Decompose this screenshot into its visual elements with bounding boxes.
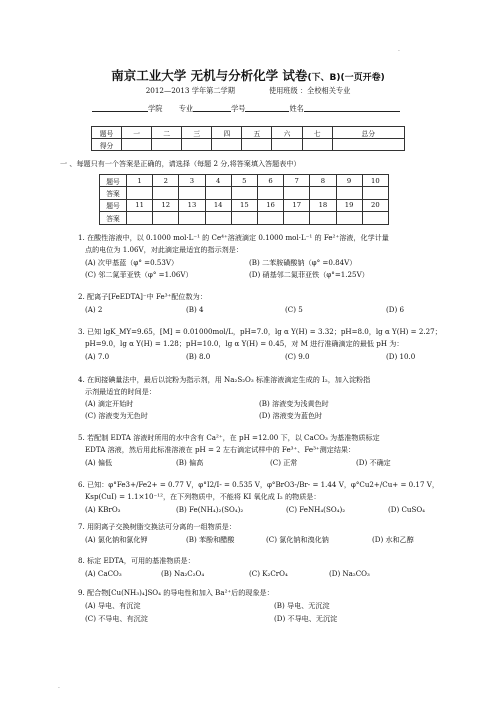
question-5-stem-cont: EDTA 溶液，然后用此标准溶液在 pH = 2 左右滴定试样中的 Fe³⁺、Fe³⁺测定结果： <box>85 445 356 454</box>
question-4-option-a[interactable]: (A) 滴定开始时 <box>85 399 134 408</box>
question-2-stem: 2. 配离子[FeEDTA]⁻中 Fe³⁺配位数为： <box>78 292 207 301</box>
question-number: 10 <box>362 175 388 187</box>
question-4-option-c[interactable]: (C) 溶液变为无色时 <box>85 411 148 420</box>
answer-cell[interactable] <box>153 212 179 224</box>
question-number: 13 <box>179 199 205 211</box>
question-3-option-a[interactable]: (A) 7.0 <box>85 352 110 361</box>
question-number: 4 <box>205 175 231 187</box>
class-label: 使用班级 ：全校相关专业 <box>268 86 351 95</box>
answer-cell[interactable] <box>257 212 283 224</box>
scan-dot: . <box>58 683 60 690</box>
scan-dot: . <box>398 46 400 53</box>
question-3-stem: 3. 已知 lgK_MY=9.65，[M] = 0.01000mol/L，pH=7.0，lg α Y(H) = 3.32；pH=8.0，lg α Y(H) = 2.27； <box>78 327 442 336</box>
question-number: 19 <box>336 199 362 211</box>
answer-row-label: 答案 <box>100 212 127 224</box>
score-cell[interactable] <box>182 139 212 151</box>
score-header-cell: 七 <box>302 127 332 139</box>
score-cell[interactable] <box>302 139 332 151</box>
question-9-stem: 9. 配合物[Cu(NH₃)₄]SO₄ 的导电性和加入 Ba²⁺后的现象是： <box>78 588 274 597</box>
answer-cell[interactable] <box>179 212 205 224</box>
question-3-option-b[interactable]: (B) 8.0 <box>186 352 211 361</box>
question-number: 17 <box>284 199 310 211</box>
question-1-option-c[interactable]: (C) 邻二氮菲亚铁（φ° =1.06V） <box>85 270 193 279</box>
question-6-option-d[interactable]: (D) CuSO₄ <box>388 505 425 514</box>
question-2-option-c[interactable]: (C) 5 <box>285 305 303 314</box>
answer-cell[interactable] <box>127 212 153 224</box>
question-4-option-b[interactable]: (B) 溶液变为浅黄色时 <box>259 399 329 408</box>
question-9-option-d[interactable]: (D) 不导电、无沉淀 <box>274 614 338 623</box>
exam-subtitle <box>0 86 496 96</box>
question-2-option-d[interactable]: (D) 6 <box>386 305 404 314</box>
name-blank[interactable] <box>304 103 400 112</box>
score-header-row <box>92 127 405 139</box>
student-no-blank[interactable] <box>245 103 289 112</box>
score-cell[interactable] <box>212 139 242 151</box>
question-6-option-c[interactable]: (C) FeNH₄(SO₄)₂ <box>286 505 346 514</box>
college-blank[interactable] <box>92 103 148 112</box>
answer-cell[interactable] <box>310 187 336 199</box>
question-number: 7 <box>284 175 310 187</box>
question-3-option-c[interactable]: (C) 9.0 <box>285 352 310 361</box>
question-number: 9 <box>336 175 362 187</box>
student-no-label: 学号 <box>231 104 246 113</box>
question-number: 8 <box>310 175 336 187</box>
section-1-title: 一 、每题只有一个答案是正确的，请选择（每题 2 分,将答案填入答题表中） <box>60 159 301 168</box>
question-1-option-a[interactable]: (A) 次甲基蓝（φ° =0.53V） <box>85 258 179 267</box>
score-cell[interactable] <box>242 139 272 151</box>
question-number: 20 <box>362 199 388 211</box>
answer-cell[interactable] <box>257 187 283 199</box>
answer-cell[interactable] <box>205 212 231 224</box>
question-number: 14 <box>205 199 231 211</box>
score-header-cell: 四 <box>212 127 242 139</box>
question-9-option-a[interactable]: (A) 导电、有沉淀 <box>85 601 141 610</box>
score-cell[interactable] <box>122 139 152 151</box>
score-table <box>91 126 405 151</box>
answer-number-row <box>100 199 389 211</box>
score-cell[interactable] <box>272 139 302 151</box>
question-number: 16 <box>257 199 283 211</box>
answer-cell[interactable] <box>336 212 362 224</box>
question-6-stem-cont: Ksp(CuI) = 1.1×10⁻¹²，在下列物质中，不能将 KI 氧化成 I₂ 的物质是： <box>85 492 321 501</box>
answer-row <box>100 187 389 199</box>
question-7-option-c[interactable]: (C) 氯化钠和溴化钠 <box>266 535 329 544</box>
question-number: 3 <box>179 175 205 187</box>
score-cell[interactable] <box>152 139 182 151</box>
question-3-stem-cont: pH=9.0，lg α Y(H) = 1.28；pH=10.0，lg α Y(H) = 0.45，对 M 进行准确滴定的最低 pH 为： <box>85 339 404 348</box>
question-number: 2 <box>153 175 179 187</box>
student-info-line <box>92 103 400 114</box>
answer-cell[interactable] <box>153 187 179 199</box>
question-number: 15 <box>231 199 257 211</box>
major-blank[interactable] <box>193 103 231 112</box>
question-8-stem: 8. 标定 EDTA，可用的基准物质是： <box>78 556 195 565</box>
answer-cell[interactable] <box>362 212 388 224</box>
question-9-option-c[interactable]: (C) 不导电、有沉淀 <box>85 614 148 623</box>
answer-cell[interactable] <box>127 187 153 199</box>
answer-cell[interactable] <box>179 187 205 199</box>
answer-cell[interactable] <box>284 187 310 199</box>
question-4-stem-cont: 示剂最适宜的时间是： <box>85 387 156 396</box>
answer-cell[interactable] <box>231 187 257 199</box>
score-header-cell: 二 <box>152 127 182 139</box>
question-2-option-a[interactable]: (A) 2 <box>85 305 103 314</box>
score-row <box>92 139 405 151</box>
question-7-option-b[interactable]: (B) 苯酚和醋酸 <box>186 535 235 544</box>
question-3-option-d[interactable]: (D) 10.0 <box>386 352 416 361</box>
question-number: 12 <box>153 199 179 211</box>
question-4-stem: 4. 在间接碘量法中，最后以淀粉为指示剂，用 Na₂S₂O₃ 标准溶液滴定生成的 I₂，加入淀粉指 <box>78 375 371 384</box>
question-1-option-d[interactable]: (D) 硝基邻二氮菲亚铁（φ°=1.25V） <box>249 270 369 279</box>
question-5-option-c[interactable]: (C) 正常 <box>270 458 298 467</box>
question-number: 11 <box>127 199 153 211</box>
title-main: 南京工业大学 无机与分析化学 试卷 <box>111 68 308 83</box>
question-6-option-a[interactable]: (A) KBrO₃ <box>85 505 121 514</box>
answer-cell[interactable] <box>205 187 231 199</box>
question-number: 1 <box>127 175 153 187</box>
name-label: 姓名 <box>289 104 304 113</box>
score-header-cell: 总分 <box>332 127 404 139</box>
answer-number-row <box>100 175 389 187</box>
answer-cell[interactable] <box>284 212 310 224</box>
question-7-option-d[interactable]: (D) 水和乙醇 <box>372 535 414 544</box>
question-5-option-a[interactable]: (A) 偏低 <box>85 458 113 467</box>
question-number: 18 <box>310 199 336 211</box>
page-title <box>0 66 496 84</box>
question-4-option-d[interactable]: (D) 溶液变为蓝色时 <box>259 411 323 420</box>
question-5-option-d[interactable]: (D) 不确定 <box>356 458 391 467</box>
score-row-label: 得分 <box>92 139 122 151</box>
answer-cell[interactable] <box>310 212 336 224</box>
question-6-stem: 6. 已知：φ°Fe3+/Fe2+ = 0.77 V，φ°I2/I- = 0.535 V，φ°BrO3-/Br- = 1.44 V，φ°Cu2+/Cu+ = 0.17 V， <box>78 480 439 489</box>
score-header-cell: 一 <box>122 127 152 139</box>
question-number: 5 <box>231 175 257 187</box>
question-5-stem: 5. 若配制 EDTA 溶液时所用的水中含有 Ca²⁺，在 pH =12.00 下，以 CaCO₃ 为基准物质标定 <box>78 433 380 442</box>
question-8-option-b[interactable]: (B) Na₂C₂O₄ <box>161 569 205 578</box>
question-5-option-b[interactable]: (B) 偏高 <box>176 458 204 467</box>
question-number: 6 <box>257 175 283 187</box>
score-header-cell: 六 <box>272 127 302 139</box>
title-suffix: (下、B)(一页开卷) <box>307 73 385 83</box>
question-2-option-b[interactable]: (B) 4 <box>186 305 204 314</box>
answer-cell[interactable] <box>336 187 362 199</box>
score-header-cell: 五 <box>242 127 272 139</box>
question-7-stem: 7. 用阴离子交换树脂交换法可分离的一组物质是： <box>78 522 236 531</box>
answer-cell[interactable] <box>231 212 257 224</box>
major-label: 专业 <box>178 104 194 113</box>
question-6-option-b[interactable]: (B) Fe(NH₄)₂(SO₄)₂ <box>176 505 244 514</box>
answer-row <box>100 212 389 224</box>
answer-row-label: 题号 <box>100 175 127 187</box>
question-7-option-a[interactable]: (A) 氯化钠和氯化钾 <box>85 535 148 544</box>
score-header-cell: 三 <box>182 127 212 139</box>
question-8-option-a[interactable]: (A) CaCO₃ <box>85 569 122 578</box>
term-label: 2012—2013 学年第二学期 <box>145 86 235 95</box>
question-1-stem: 1. 在酸性溶液中，以 0.1000 mol·L⁻¹ 的 Ce⁴⁺溶液滴定 0.1000 mol·L⁻¹ 的 Fe²⁺溶液，化学计量 <box>78 233 389 242</box>
answer-row-label: 题号 <box>100 199 127 211</box>
answer-cell[interactable] <box>362 187 388 199</box>
score-header-cell: 题号 <box>92 127 122 139</box>
question-1-stem-cont: 点的电位为 1.06V，对此滴定最适宜的指示剂是： <box>85 245 243 254</box>
college-label: 学院 <box>148 104 163 113</box>
score-cell[interactable] <box>332 139 404 151</box>
question-8-option-d[interactable]: (D) Na₂CO₃ <box>329 569 370 578</box>
answer-row-label: 答案 <box>100 187 127 199</box>
answer-table <box>99 174 389 225</box>
question-9-option-b[interactable]: (B) 导电、无沉淀 <box>274 601 330 610</box>
question-8-option-c[interactable]: (C) K₂CrO₄ <box>249 569 288 578</box>
question-1-option-b[interactable]: (B) 二苯胺磺酸钠（φ° =0.84V） <box>249 258 357 267</box>
